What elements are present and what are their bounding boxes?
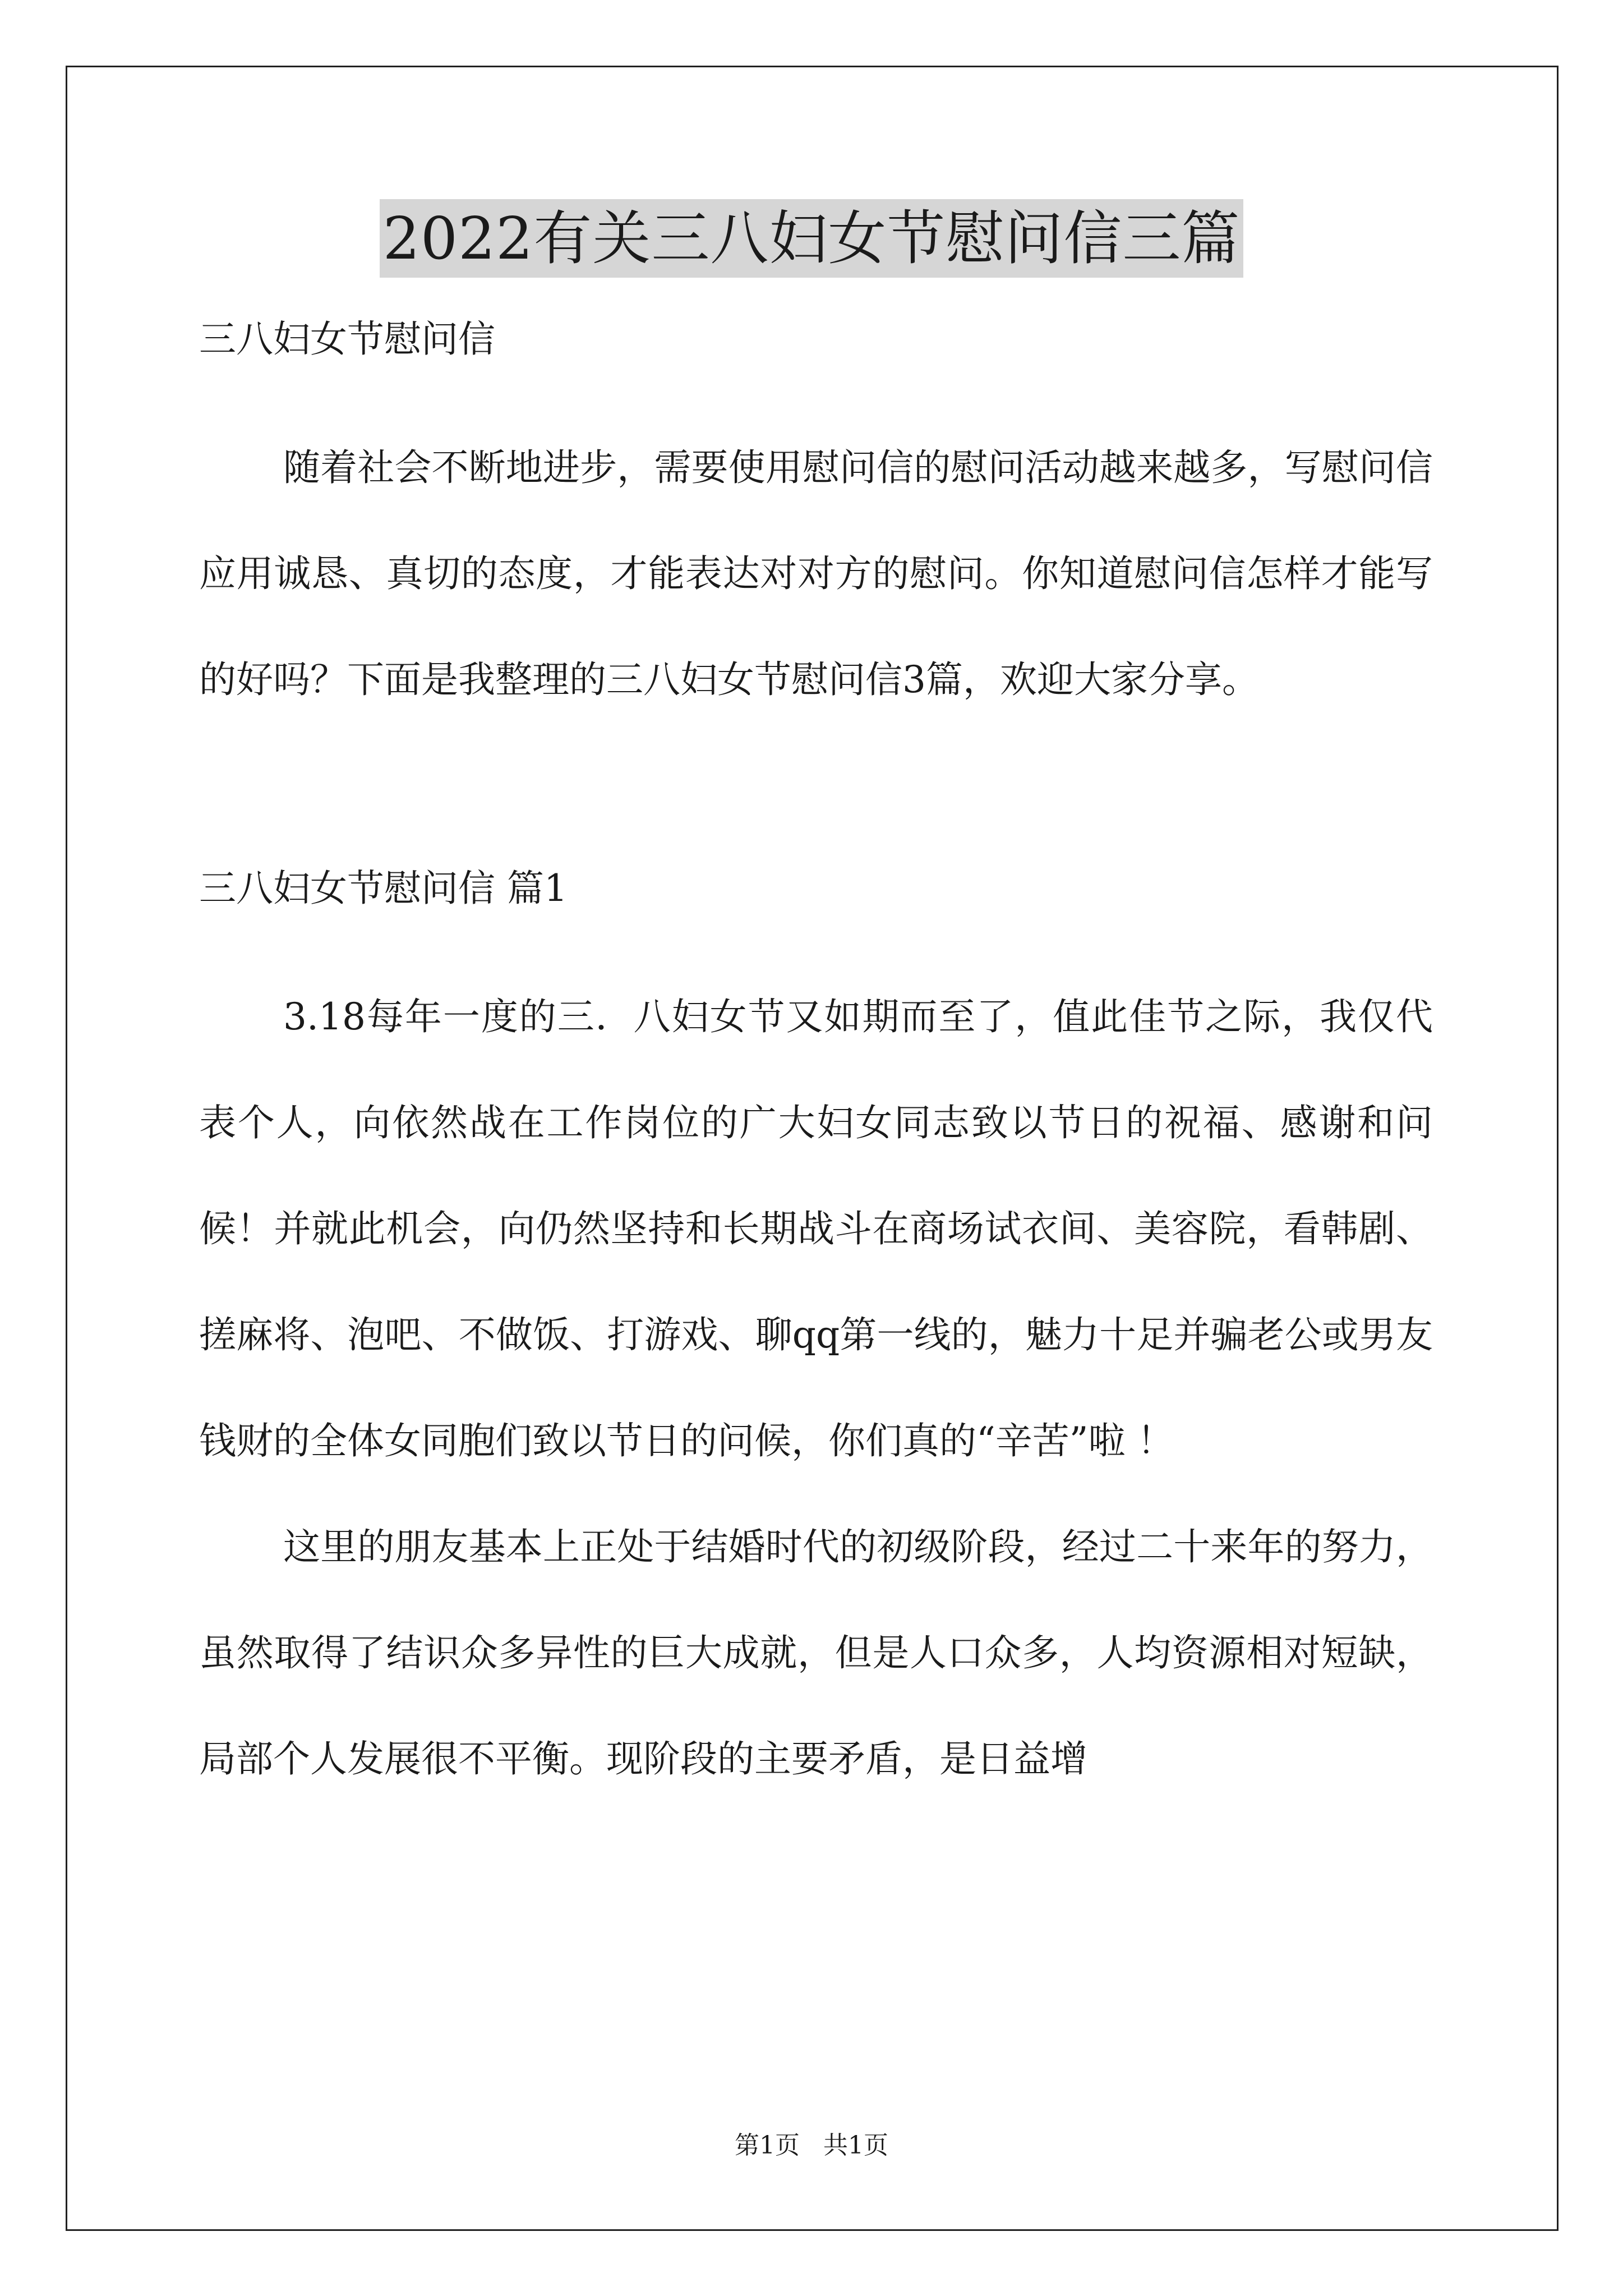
part1-paragraph-2: 这里的朋友基本上正处于结婚时代的初级阶段，经过二十来年的努力，虽然取得了结识众多异性的巨大成就，但是人口众多，人均资源相对短缺，局部个人发展很不平衡。现阶段的主要矛盾，是日益增 — [199, 1525, 1433, 1780]
section-heading-intro: 三八妇女节慰问信 — [199, 318, 495, 361]
document-title: 2022有关三八妇女节慰问信三篇 — [380, 199, 1244, 278]
intro-paragraph: 随着社会不断地进步，需要使用慰问信的慰问活动越来越多，写慰问信应用诚恳、真切的态度，才能表达对对方的慰问。你知道慰问信怎样才能写的好吗？下面是我整理的三八妇女节慰问信3篇，欢迎大家分享。 — [199, 446, 1433, 701]
part1-paragraph-1: 3.18每年一度的三．八妇女节又如期而至了，值此佳节之际，我仅代表个人，向依然战在工作岗位的广大妇女同志致以节日的祝福、感谢和问候！并就此机会，向仍然坚持和长期战斗在商场试衣间、美容院，看韩剧、搓麻将、泡吧、不做饭、打游戏、聊qq第一线的，魅力十足并骗老公或男友钱财的全体女同胞们致以节日的问候，你们真的“辛苦”啦 ！ — [199, 995, 1433, 1462]
document-body — [199, 311, 1433, 1812]
page-footer: 第1页 共1页 — [735, 2131, 888, 2160]
section-heading-part1: 三八妇女节慰问信 篇1 — [199, 867, 568, 910]
title-container — [0, 199, 1623, 278]
